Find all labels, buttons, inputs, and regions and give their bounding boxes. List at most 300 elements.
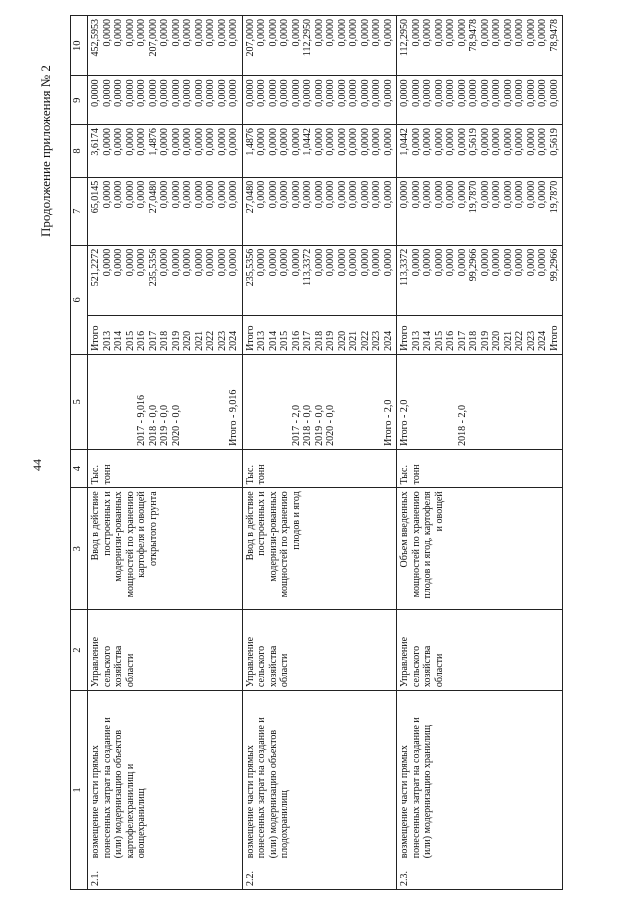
- responsible-agency: Управление сельского хозяйства области: [397, 610, 563, 691]
- col10-values-value: 0,0000: [228, 19, 239, 47]
- col7-values-value: 0,0000: [491, 180, 502, 209]
- unit: Тыс. тонн: [88, 449, 243, 488]
- header-col-10: 10: [71, 16, 88, 76]
- header-col-2: 2: [71, 610, 88, 691]
- plan-values-value: [256, 358, 268, 446]
- plan-values: [88, 354, 243, 449]
- col10-values-value: 0,0000: [124, 19, 136, 47]
- plan-values-value: 2017 - 2,0: [290, 404, 302, 446]
- unit: Тыс. тонн: [242, 449, 397, 488]
- col7-values-value: 0,0000: [182, 180, 193, 209]
- years-value: 2020: [491, 330, 502, 351]
- col6-values-value: 0,0000: [525, 248, 537, 277]
- measure-name: возмещение части прямых понесенных затрат на создание и (или) модернизацию хранилищ: [397, 691, 563, 862]
- col10-values-value: 0,0000: [491, 19, 502, 47]
- header-col-3: 3: [71, 488, 88, 610]
- plan-values-value: 2018 - 2,0: [456, 404, 468, 446]
- plan-values-value: [491, 358, 503, 446]
- col8-values-value: 0,5619: [468, 128, 479, 156]
- col10-values-value: 0,0000: [101, 19, 113, 47]
- col10-values-value: 0,0000: [348, 19, 359, 47]
- years-value: 2019: [170, 330, 182, 351]
- col9-values-value: 0,0000: [216, 79, 228, 107]
- col7-values-value: 0,0000: [445, 180, 456, 209]
- col8-values-value: 1,4876: [244, 128, 256, 156]
- years-value: 2023: [216, 330, 228, 351]
- col6-values-value: 113,3372: [302, 248, 313, 286]
- col9-values-value: 0,0000: [302, 79, 313, 107]
- col8-values-value: 0,0000: [205, 128, 216, 156]
- years-value: Итого: [399, 325, 410, 351]
- plan-values-value: 2020 - 0,0: [170, 404, 182, 446]
- col9-values-value: 0,0000: [382, 79, 394, 107]
- col10-values-value: 0,0000: [479, 19, 491, 47]
- plan-values-value: Итого - 9,016: [228, 389, 239, 446]
- col7-values-value: 0,0000: [170, 180, 182, 209]
- years-value: 2015: [279, 330, 290, 351]
- col8-values-value: 0,0000: [113, 128, 124, 156]
- col6-values-value: 0,0000: [382, 248, 394, 277]
- years-value: 2024: [228, 330, 239, 351]
- col7-values-value: 0,0000: [290, 180, 302, 209]
- measure-name: возмещение части прямых понесенных затрат на создание и (или) модернизацию объектов плодохранилищ: [242, 691, 397, 862]
- col7-values-value: 0,0000: [537, 180, 548, 209]
- col8-values-value: 0,0000: [445, 128, 456, 156]
- years-value: 2014: [267, 330, 279, 351]
- plan-values-value: [102, 358, 114, 446]
- col7-values-value: 0,0000: [371, 180, 382, 209]
- col10-values-value: 0,0000: [182, 19, 193, 47]
- plan-values: [397, 354, 563, 449]
- col9-values: [242, 76, 397, 125]
- years-value: 2013: [256, 330, 267, 351]
- col6-values-value: 0,0000: [313, 248, 325, 277]
- col6-values-value: 0,0000: [479, 248, 491, 277]
- plan-values-value: [422, 358, 434, 446]
- table-row: [242, 16, 397, 890]
- col7-values-value: 0,0000: [228, 180, 239, 209]
- col10-values-value: 0,0000: [256, 19, 267, 47]
- col10-values-value: 0,0000: [216, 19, 228, 47]
- col9-values-value: 0,0000: [325, 79, 336, 107]
- col7-values-value: 0,0000: [136, 180, 147, 209]
- plan-values-value: [279, 358, 291, 446]
- plan-values-value: [90, 358, 102, 446]
- col8-values-value: 0,0000: [479, 128, 491, 156]
- years-value: 2019: [325, 330, 336, 351]
- col9-values-value: 0,0000: [514, 79, 525, 107]
- col8-values-value: 1,0442: [399, 128, 410, 156]
- col10-values-value: 0,0000: [422, 19, 433, 47]
- col6-values-value: 0,0000: [491, 248, 502, 277]
- col6-values-value: 0,0000: [136, 248, 147, 277]
- years-value: 2021: [502, 330, 514, 351]
- col9-values-value: 0,0000: [90, 79, 101, 107]
- col9-values: [88, 76, 243, 125]
- col8-values-value: 0,0000: [182, 128, 193, 156]
- col6-values-value: 235,5356: [244, 248, 256, 287]
- col6-values-value: 0,0000: [113, 248, 124, 277]
- col9-values-value: 0,0000: [124, 79, 136, 107]
- col9-values-value: 0,0000: [159, 79, 170, 107]
- plan-values-value: [194, 358, 206, 446]
- col7-values-value: 0,0000: [456, 180, 468, 209]
- col10-values-value: 0,0000: [433, 19, 445, 47]
- col10-values-value: 0,0000: [279, 19, 290, 47]
- years-value: 2023: [525, 330, 537, 351]
- col10-values-value: 78,9478: [468, 19, 479, 52]
- col9-values-value: 0,0000: [399, 79, 410, 107]
- col6-values-value: 0,0000: [124, 248, 136, 277]
- col6-values-value: 0,0000: [101, 248, 113, 277]
- indicator-name: Ввод в действие построенных и модернизи-рованных мощностей по хранению плодов и ягод: [242, 488, 397, 610]
- col7-values: [88, 177, 243, 245]
- col8-values-value: 1,0442: [302, 128, 313, 156]
- col7-values-value: 0,0000: [113, 180, 124, 209]
- col8-values-value: 0,0000: [267, 128, 279, 156]
- col10-values-value: 0,0000: [410, 19, 422, 47]
- col9-values-value: 0,0000: [410, 79, 422, 107]
- col9-values-value: 0,0000: [537, 79, 548, 107]
- years-value: 2018: [313, 330, 325, 351]
- col6-values-value: 235,5356: [147, 248, 159, 287]
- col6-values-value: 0,0000: [170, 248, 182, 277]
- col7-values: [242, 177, 397, 245]
- plan-values-value: [371, 358, 383, 446]
- plan-values-value: [205, 358, 217, 446]
- unit: Тыс. тонн: [397, 449, 563, 488]
- col9-values-value: 0,0000: [101, 79, 113, 107]
- col10-values-value: 0,0000: [159, 19, 170, 47]
- col9-values-value: 0,0000: [433, 79, 445, 107]
- years-value: 2024: [382, 330, 394, 351]
- plan-values-value: [337, 358, 349, 446]
- col7-values: [397, 177, 563, 245]
- col10-values: [88, 16, 243, 76]
- col9-values-value: 0,0000: [136, 79, 147, 107]
- col9-values-value: 0,0000: [228, 79, 239, 107]
- col7-values-value: 0,0000: [216, 180, 228, 209]
- col8-values: [397, 125, 563, 178]
- row-number: 2.1.: [88, 861, 243, 889]
- col8-values-value: 0,0000: [422, 128, 433, 156]
- indicator-name: Объем введенных мощностей по хранению плодов и ягод, картофеля и овощей: [397, 488, 563, 610]
- col10-values-value: 0,0000: [359, 19, 371, 47]
- years-value: 2017: [302, 330, 313, 351]
- responsible-agency: Управление сельского хозяйства области: [242, 610, 397, 691]
- col6-values-value: 0,0000: [279, 248, 290, 277]
- col10-values-value: 0,0000: [371, 19, 382, 47]
- col10-values-value: 0,0000: [267, 19, 279, 47]
- years-value: 2018: [159, 330, 170, 351]
- col8-values-value: 0,0000: [124, 128, 136, 156]
- col6-values: [242, 245, 397, 316]
- col9-values-value: 0,0000: [445, 79, 456, 107]
- plan-values-value: 2019 - 0,0: [313, 404, 325, 446]
- header-col-1: 1: [71, 691, 88, 890]
- col6-values-value: 113,3372: [399, 248, 410, 286]
- col7-values-value: 0,0000: [479, 180, 491, 209]
- col10-values-value: 112,2950: [399, 19, 410, 57]
- col9-values-value: 0,0000: [491, 79, 502, 107]
- col7-values-value: 0,0000: [205, 180, 216, 209]
- col6-values-value: 0,0000: [537, 248, 548, 277]
- col7-values-value: 0,0000: [525, 180, 537, 209]
- col10-values-value: 0,0000: [313, 19, 325, 47]
- col8-values: [88, 125, 243, 178]
- col10-values-value: 0,0000: [382, 19, 394, 47]
- col7-values-value: 0,0000: [514, 180, 525, 209]
- plan-values-value: [503, 358, 515, 446]
- col9-values-value: 0,0000: [279, 79, 290, 107]
- col6-values-value: 0,0000: [336, 248, 348, 277]
- table-row: [397, 16, 563, 890]
- years-value: 2019: [479, 330, 491, 351]
- header-col-8: 8: [71, 125, 88, 178]
- col10-values-value: 0,0000: [136, 19, 147, 47]
- col8-values-value: 0,0000: [502, 128, 514, 156]
- col9-values-value: 0,0000: [256, 79, 267, 107]
- col7-values-value: 0,0000: [267, 180, 279, 209]
- plan-values-value: 2019 - 0,0: [159, 404, 170, 446]
- row-number: 2.2.: [242, 861, 397, 889]
- years: [242, 316, 397, 355]
- col10-values-value: 0,0000: [502, 19, 514, 47]
- page-number: 44: [30, 459, 44, 471]
- col10-values-value: 0,0000: [525, 19, 537, 47]
- col6-values-value: 0,0000: [502, 248, 514, 277]
- col9-values-value: 0,0000: [348, 79, 359, 107]
- measure-name: возмещение части прямых понесенных затрат на создание и (или) модернизацию объектов картофелехранилищ и овощехранилищ: [88, 691, 243, 862]
- plan-values-value: [526, 358, 538, 446]
- plan-values-value: 2020 - 0,0: [325, 404, 336, 446]
- col10-values-value: 0,0000: [537, 19, 548, 47]
- col9-values: [397, 76, 563, 125]
- col9-values-value: 0,0000: [182, 79, 193, 107]
- col10-values-value: 207,0000: [147, 19, 159, 57]
- years-value: 2015: [124, 330, 136, 351]
- col8-values-value: 0,0000: [359, 128, 371, 156]
- col8-values-value: 0,0000: [313, 128, 325, 156]
- plan-values-value: [434, 358, 446, 446]
- years: [88, 316, 243, 355]
- col7-values-value: 0,0000: [279, 180, 290, 209]
- col8-values-value: 0,0000: [514, 128, 525, 156]
- col6-values-value: 0,0000: [371, 248, 382, 277]
- col8-values-value: 0,0000: [456, 128, 468, 156]
- col7-values-value: 0,0000: [124, 180, 136, 209]
- col8-values-value: 0,0000: [537, 128, 548, 156]
- col7-values-value: 0,0000: [193, 180, 205, 209]
- col8-values-value: 0,0000: [228, 128, 239, 156]
- col6-values-value: 0,0000: [267, 248, 279, 277]
- col6-values-value: 0,0000: [256, 248, 267, 277]
- col9-values-value: 0,0000: [336, 79, 348, 107]
- col6-values-value: 0,0000: [159, 248, 170, 277]
- col9-values-value: 0,0000: [479, 79, 491, 107]
- col10-values-value: 0,0000: [514, 19, 525, 47]
- col10-values-value: 0,0000: [290, 19, 302, 47]
- col7-values-value: 0,0000: [410, 180, 422, 209]
- years-value: 2014: [422, 330, 433, 351]
- col6-values: [88, 245, 243, 316]
- col9-values-value: 0,0000: [290, 79, 302, 107]
- col6-values-value: 0,0000: [410, 248, 422, 277]
- col9-values-value: 0,0000: [193, 79, 205, 107]
- col6-values-value: 99,2966: [548, 248, 560, 282]
- years-value: 2020: [182, 330, 193, 351]
- col8-values: [242, 125, 397, 178]
- col8-values-value: 0,0000: [256, 128, 267, 156]
- years-value: 2021: [348, 330, 359, 351]
- col10-values: [397, 16, 563, 76]
- header-col-6: 6: [71, 245, 88, 354]
- plan-values-value: 2017 - 9,016: [136, 394, 147, 446]
- header-col-7: 7: [71, 177, 88, 245]
- col6-values-value: 0,0000: [422, 248, 433, 277]
- col6-values-value: 0,0000: [445, 248, 456, 277]
- col7-values-value: 0,0000: [256, 180, 267, 209]
- plan-values-value: [182, 358, 194, 446]
- col6-values: [397, 245, 563, 316]
- col8-values-value: 0,0000: [433, 128, 445, 156]
- plan-values-value: 2018 - 0,0: [302, 404, 313, 446]
- program-table: [70, 15, 563, 890]
- years-value: 2022: [205, 330, 216, 351]
- col6-values-value: 0,0000: [325, 248, 336, 277]
- plan-values-value: [514, 358, 526, 446]
- years-value: 2018: [468, 330, 479, 351]
- plan-values-value: [480, 358, 492, 446]
- col9-values-value: 0,0000: [359, 79, 371, 107]
- col8-values-value: 0,0000: [170, 128, 182, 156]
- years-value: 2017: [147, 330, 159, 351]
- col6-values-value: 0,0000: [433, 248, 445, 277]
- col7-values-value: 0,0000: [422, 180, 433, 209]
- header-col-9: 9: [71, 76, 88, 125]
- col10-values-value: 0,0000: [445, 19, 456, 47]
- col7-values-value: 0,0000: [359, 180, 371, 209]
- col9-values-value: 0,0000: [147, 79, 159, 107]
- col9-values-value: 0,0000: [456, 79, 468, 107]
- col8-values-value: 0,0000: [216, 128, 228, 156]
- col8-values-value: 0,0000: [525, 128, 537, 156]
- col6-values-value: 0,0000: [514, 248, 525, 277]
- years: [397, 316, 563, 355]
- plan-values-value: [113, 358, 125, 446]
- col7-values-value: 0,0000: [399, 180, 410, 209]
- col9-values-value: 0,0000: [113, 79, 124, 107]
- years-value: 2024: [537, 330, 548, 351]
- col8-values-value: 0,0000: [348, 128, 359, 156]
- col8-values-value: 0,0000: [136, 128, 147, 156]
- plan-values-value: [245, 358, 257, 446]
- col6-values-value: 0,0000: [456, 248, 468, 277]
- col6-values-value: 0,0000: [182, 248, 193, 277]
- years-value: 2013: [101, 330, 113, 351]
- plan-values: [242, 354, 397, 449]
- years-value: 2015: [433, 330, 445, 351]
- col8-values-value: 0,0000: [290, 128, 302, 156]
- col8-values-value: 0,0000: [159, 128, 170, 156]
- col10-values-value: 452,5953: [90, 19, 101, 57]
- col9-values-value: 0,0000: [468, 79, 479, 107]
- col6-values-value: 0,0000: [216, 248, 228, 277]
- plan-values-value: [445, 358, 457, 446]
- col10-values-value: 0,0000: [325, 19, 336, 47]
- col7-values-value: 27,0480: [147, 180, 159, 214]
- col7-values-value: 0,0000: [433, 180, 445, 209]
- plan-values-value: [468, 358, 480, 446]
- col7-values-value: 65,0145: [90, 180, 101, 214]
- col9-values-value: 0,0000: [502, 79, 514, 107]
- col6-values-value: 0,0000: [193, 248, 205, 277]
- col6-values-value: 521,2272: [90, 248, 101, 287]
- col10-values-value: 0,0000: [456, 19, 468, 47]
- col10-values-value: 0,0000: [193, 19, 205, 47]
- plan-values-value: [411, 358, 423, 446]
- col8-values-value: 0,0000: [101, 128, 113, 156]
- years-value: 2022: [514, 330, 525, 351]
- col8-values-value: 0,0000: [279, 128, 290, 156]
- years-value: 2016: [445, 330, 456, 351]
- col9-values-value: 0,0000: [371, 79, 382, 107]
- col7-values-value: 0,0000: [325, 180, 336, 209]
- col7-values-value: 27,0480: [244, 180, 256, 214]
- years-value: 2014: [113, 330, 124, 351]
- col7-values-value: 0,0000: [382, 180, 394, 209]
- col6-values-value: 0,0000: [228, 248, 239, 277]
- col9-values-value: 0,0000: [548, 79, 560, 107]
- col8-values-value: 0,5619: [548, 128, 560, 156]
- col6-values-value: 0,0000: [348, 248, 359, 277]
- col10-values-value: 0,0000: [170, 19, 182, 47]
- row-number: 2.3.: [397, 861, 563, 889]
- col8-values-value: 0,0000: [382, 128, 394, 156]
- col7-values-value: 0,0000: [302, 180, 313, 209]
- years-value: 2022: [359, 330, 371, 351]
- plan-values-value: [360, 358, 372, 446]
- col7-values-value: 0,0000: [159, 180, 170, 209]
- plan-values-value: [125, 358, 137, 446]
- col9-values-value: 0,0000: [525, 79, 537, 107]
- years-value: 2021: [193, 330, 205, 351]
- plan-values-value: Итого - 2,0: [399, 399, 410, 446]
- col6-values-value: 0,0000: [359, 248, 371, 277]
- plan-values-value: Итого - 2,0: [382, 399, 394, 446]
- col8-values-value: 0,0000: [193, 128, 205, 156]
- col10-values-value: 0,0000: [113, 19, 124, 47]
- col9-values-value: 0,0000: [170, 79, 182, 107]
- col10-values-value: 0,0000: [205, 19, 216, 47]
- plan-values-value: [537, 358, 549, 446]
- col8-values-value: 3,6174: [90, 128, 101, 156]
- col10-values: [242, 16, 397, 76]
- indicator-name: Ввод в действие построенных и модернизи-рованных мощностей по хранению картофеля и овощей открытого грунта: [88, 488, 243, 610]
- years-value: Итого: [548, 325, 560, 351]
- plan-values-value: [217, 358, 229, 446]
- years-value: 2023: [371, 330, 382, 351]
- col10-values-value: 0,0000: [336, 19, 348, 47]
- plan-values-value: [268, 358, 280, 446]
- header-row: [71, 16, 88, 890]
- header-col-4: 4: [71, 449, 88, 488]
- col7-values-value: 19,7870: [468, 180, 479, 214]
- appendix-continuation-title: Продолжение приложения № 2: [38, 65, 53, 237]
- years-value: 2016: [136, 330, 147, 351]
- col8-values-value: 1,4876: [147, 128, 159, 156]
- col7-values-value: 0,0000: [101, 180, 113, 209]
